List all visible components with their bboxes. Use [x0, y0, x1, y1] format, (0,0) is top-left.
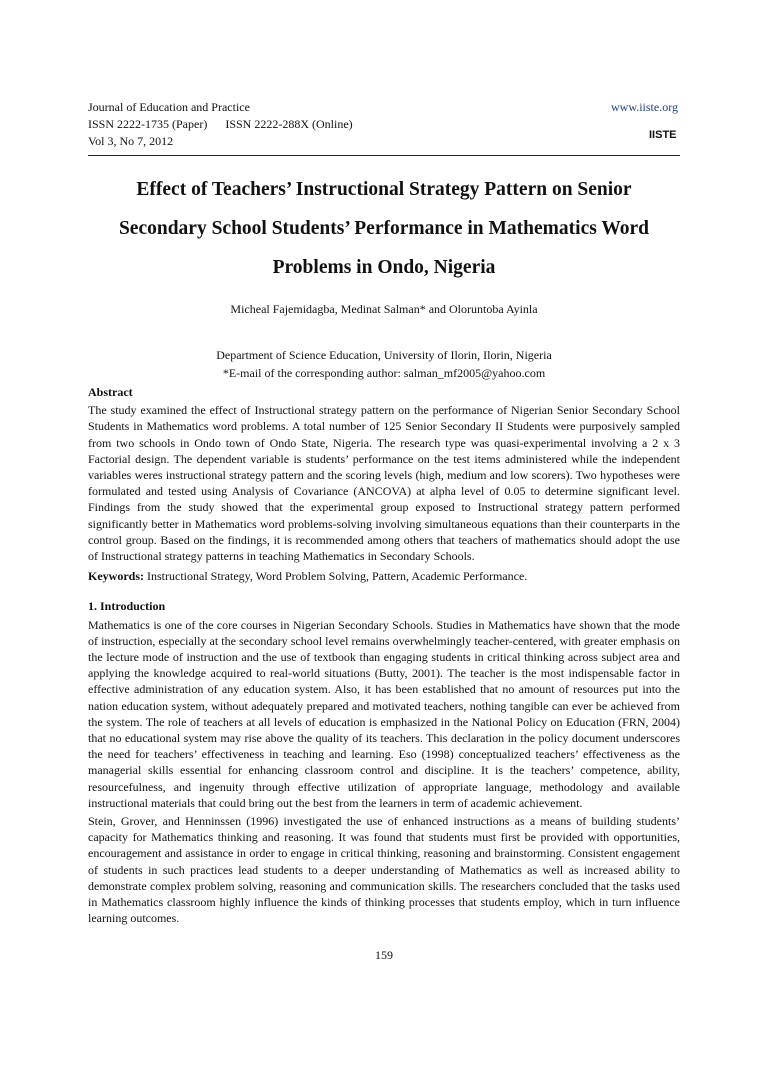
journal-name: Journal of Education and Practice	[88, 100, 250, 114]
title-line: Effect of Teachers’ Instructional Strategy Pattern on Senior	[136, 179, 632, 200]
journal-header	[88, 99, 680, 150]
header-divider	[88, 155, 680, 156]
volume-info: Vol 3, No 7, 2012	[88, 134, 174, 148]
paper-body	[88, 384, 680, 927]
iiste-logo	[648, 118, 678, 144]
corresponding-email: *E-mail of the corresponding author: salman_mf2005@yahoo.com	[222, 366, 546, 380]
logo-text: IISTE	[649, 129, 677, 141]
page-number: 159	[375, 948, 393, 962]
keywords	[88, 568, 680, 584]
abstract-text: The study examined the effect of Instructional strategy pattern on the performance of Nigerian Senior Secondary School Students in Mathematics word problems. A total number of 125 Senior Secondary II Students were purposively sampled from two schools in Ondo town of Ondo State, Nigeria. The research type was quasi-experimental involving a 2 x 3 Factorial design. The dependent variable is students’ performance on the test items administered while the independent variables weres instructional strategy pattern and the scoring levels (high, medium and low scorers). Two hypotheses were formulated and tested using Analysis of Covariance (ANCOVA) at alpha level of 0.05 to determine significant level. Findings from the study showed that the experimental group exposed to Instructional strategy pattern performed significantly better in Mathematics word problems-solving involving simultaneous equations than their counterparts in the control group. Based on the findings, it is recommended among others that teachers of mathematics should adopt the use of Instructional strategy patterns in teaching Mathematics in Secondary Schools.	[88, 403, 680, 564]
affiliation-block	[88, 346, 680, 382]
introduction-paragraph: Stein, Grover, and Henninssen (1996) investigated the use of enhanced instructions as a means of building students’ capacity for Mathematics thinking and reasoning. It was found that students must first be provided with opportunities, encouragement and assistance in order to engage in critical thinking, reasoning and brainstorming. Consistent engagement of students in such practices lead students to a deeper understanding of Mathematics as well as increased ability to demonstrate complex problem solving, reasoning and communication skills. The researchers concluded that the tasks used in Mathematics classroom highly influence the kinds of thinking processes that students employ, which in turn influence learning outcomes.	[88, 814, 680, 926]
journal-url-link[interactable]: www.iiste.org	[611, 100, 678, 114]
issn-paper: ISSN 2222-1735 (Paper)	[88, 117, 208, 131]
introduction-paragraph: Mathematics is one of the core courses in Nigerian Secondary Schools. Studies in Mathematics have shown that the mode of instruction, especially at the secondary school level remains overwhelmingly teacher-centered, with greater emphasis on the lecture mode of instruction and the use of textbook than engaging students in critical thinking across subject area and applying the knowledge acquired to real-world situations (Butty, 2001). The teacher is the most indispensable factor in effective administration of any education system. Also, it has been established that no amount of resources put into the nation education system, without adequately prepared and motivated teachers, nothing tangible can ever be achieved from the system. The role of teachers at all levels of education is emphasized in the National Policy on Education (FRN, 2004) that no educational system may rise above the quality of its teachers. This declaration in the policy document underscores the need for teachers’ effectiveness in teaching and learning. Eso (1998) conceptualized teachers’ effectiveness as the managerial skills essential for enhancing classroom control and discipline. It is the teachers’ competence, ability, resourcefulness, and ingenuity through effective utilization of appropriate language, methodology and available instructional materials that could bring out the best from the learners in term of academic achievement.	[88, 617, 680, 810]
keywords-label: Keywords:	[88, 569, 144, 584]
authors: Micheal Fajemidagba, Medinat Salman* and Oloruntoba Ayinla	[230, 302, 538, 316]
affiliation: Department of Science Education, University of Ilorin, Ilorin, Nigeria	[216, 348, 552, 362]
keywords-text: Instructional Strategy, Word Problem Solving, Pattern, Academic Performance.	[144, 569, 528, 584]
introduction-heading: 1. Introduction	[88, 599, 166, 614]
issn-online: ISSN 2222-288X (Online)	[225, 117, 353, 131]
title-line: Problems in Ondo, Nigeria	[272, 257, 496, 278]
abstract-heading: Abstract	[88, 385, 133, 399]
title-line: Secondary School Students’ Performance in Mathematics Word	[118, 218, 650, 239]
paper-title	[88, 170, 680, 287]
